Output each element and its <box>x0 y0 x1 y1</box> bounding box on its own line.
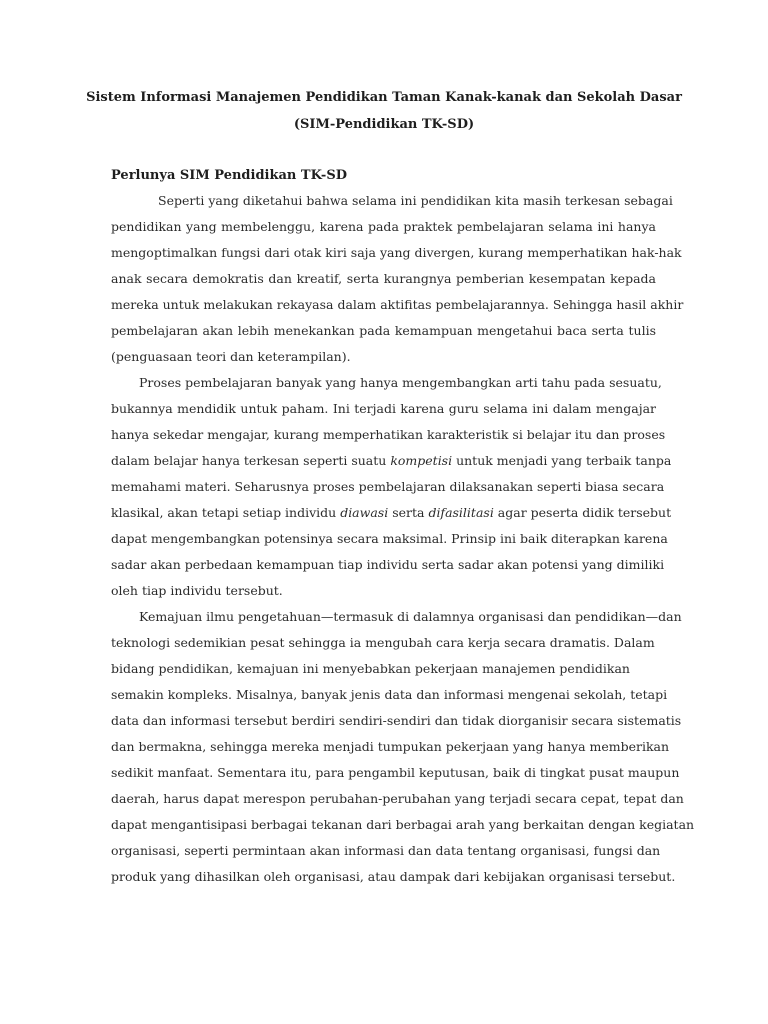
paragraph-line: dapat mengembangkan potensinya secara maksimal. Prinsip ini baik diterapkan karena <box>111 531 668 546</box>
document-title: Sistem Informasi Manajemen Pendidikan Taman Kanak-kanak dan Sekolah Dasar <box>86 90 682 105</box>
paragraph-line: daerah, harus dapat merespon perubahan-perubahan yang terjadi secara cepat, tepat dan <box>111 791 684 806</box>
paragraph-line: Kemajuan ilmu pengetahuan—termasuk di dalamnya organisasi dan pendidikan—dan <box>139 609 682 624</box>
section-heading: Perlunya SIM Pendidikan TK-SD <box>111 168 347 183</box>
emphasis-kompetisi: kompetisi <box>390 453 453 468</box>
document-subtitle: (SIM-Pendidikan TK-SD) <box>293 117 475 132</box>
paragraph-line: organisasi, seperti permintaan akan informasi dan data tentang organisasi, fungsi dan <box>111 843 661 858</box>
paragraph-line: oleh tiap individu tersebut. <box>111 583 283 598</box>
paragraph-line: mereka untuk melakukan rekayasa dalam aktifitas pembelajarannya. Sehingga hasil akhir <box>111 297 684 312</box>
paragraph-line: dapat mengantisipasi berbagai tekanan dari berbagai arah yang berkaitan dengan kegiatan <box>111 817 695 832</box>
paragraph-line: semakin kompleks. Misalnya, banyak jenis data dan informasi mengenai sekolah, tetapi <box>111 687 668 702</box>
text-run: dalam belajar hanya terkesan seperti suatu <box>111 453 391 468</box>
paragraph-line: memahami materi. Seharusnya proses pembelajaran dilaksanakan seperti biasa secara <box>111 479 665 494</box>
paragraph-line: bidang pendidikan, kemajuan ini menyebabkan pekerjaan manajemen pendidikan <box>111 661 630 676</box>
paragraph-line: dan bermakna, sehingga mereka menjadi tumpukan pekerjaan yang hanya memberikan <box>111 739 670 754</box>
paragraph-line: mengoptimalkan fungsi dari otak kiri saja yang divergen, kurang memperhatikan hak-hak <box>111 245 682 260</box>
paragraph-line: data dan informasi tersebut berdiri sendiri-sendiri dan tidak diorganisir secara sistematis <box>111 713 682 728</box>
emphasis-diawasi: diawasi <box>340 505 389 520</box>
paragraph-line: pembelajaran akan lebih menekankan pada kemampuan mengetahui baca serta tulis <box>111 323 656 338</box>
paragraph-line: (penguasaan teori dan keterampilan). <box>111 349 351 364</box>
paragraph-line: teknologi sedemikian pesat sehingga ia mengubah cara kerja secara dramatis. Dalam <box>111 635 655 650</box>
text-run: klasikal, akan tetapi setiap individu <box>111 505 341 520</box>
text-run: serta <box>388 505 429 520</box>
paragraph-line <box>111 505 672 520</box>
paragraph-line: sadar akan perbedaan kemampuan tiap individu serta sadar akan potensi yang dimiliki <box>111 557 665 572</box>
text-run: untuk menjadi yang terbaik tanpa <box>452 453 672 468</box>
paragraph-line: hanya sekedar mengajar, kurang memperhatikan karakteristik si belajar itu dan proses <box>111 427 666 442</box>
paragraph-line: produk yang dihasilkan oleh organisasi, atau dampak dari kebijakan organisasi tersebut. <box>111 869 676 884</box>
emphasis-difasilitasi: difasilitasi <box>428 505 494 520</box>
paragraph-line: pendidikan yang membelenggu, karena pada praktek pembelajaran selama ini hanya <box>111 219 656 234</box>
paragraph-line: bukannya mendidik untuk paham. Ini terjadi karena guru selama ini dalam mengajar <box>111 401 656 416</box>
text-run: agar peserta didik tersebut <box>493 505 672 520</box>
paragraph-line: Seperti yang diketahui bahwa selama ini pendidikan kita masih terkesan sebagai <box>158 193 673 208</box>
paragraph-line <box>111 453 672 468</box>
paragraph-line: Proses pembelajaran banyak yang hanya mengembangkan arti tahu pada sesuatu, <box>139 375 662 390</box>
paragraph-line: anak secara demokratis dan kreatif, serta kurangnya pemberian kesempatan kepada <box>111 271 656 286</box>
paragraph-line: sedikit manfaat. Sementara itu, para pengambil keputusan, baik di tingkat pusat maupun <box>111 765 680 780</box>
